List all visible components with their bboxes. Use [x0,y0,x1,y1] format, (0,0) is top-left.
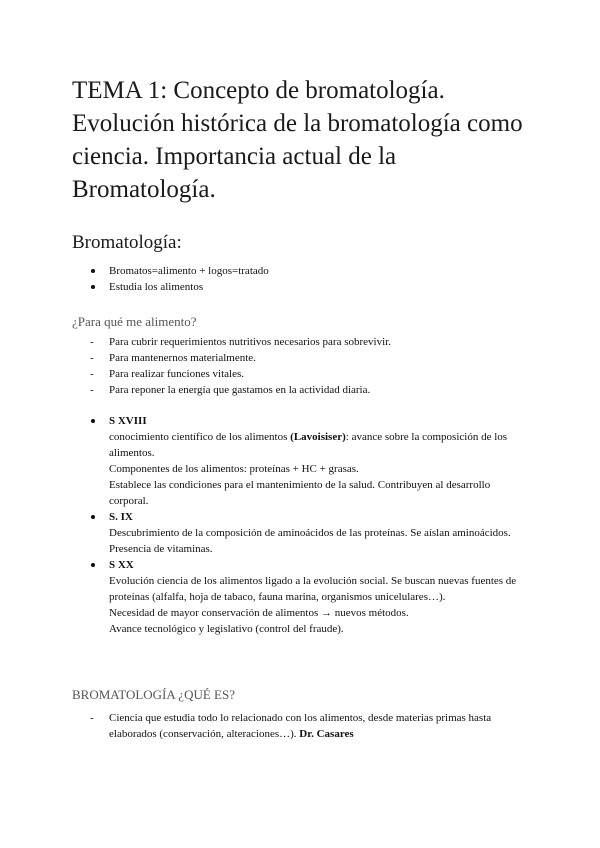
era-label-s18: S XVIII [90,413,530,429]
era-label-s19: S. IX [90,509,530,525]
list-item: Bromatos=alimento + logos=tratado [90,263,530,279]
reasons-dash-list [90,334,520,398]
era-s19-text-2: Presencia de vitaminas. [109,543,213,555]
era-s20-text-3: Avance tecnológico y legislativo (control del fraude). [109,623,344,635]
list-item: - Para realizar funciones vitales. [90,366,520,382]
list-item: - Para reponer la energía que gastamos en la actividad diaria. [90,382,520,398]
section-heading-para-que: ¿Para qué me alimento? [72,314,197,329]
list-item: - Para cubrir requerimientos nutritivos necesarios para sobrevivir. [90,334,520,350]
list-item: - Para mantenernos materialmente. [90,350,520,366]
author-name: Dr. Casares [299,728,354,740]
era-s19-text-1: Descubrimiento de la composición de aminoácidos de las proteínas. Se aíslan aminoácidos. [109,527,511,539]
section-heading-bromatologia: Bromatología: [72,232,182,253]
era-label-s20: S XX [90,557,530,573]
era-s18-text-3: Establece las condiciones para el mantenimiento de la salud. Contribuyen al desarrollo corporal. [109,479,491,507]
section-heading-que-es: BROMATOLOGÍA ¿QUÉ ES? [72,687,235,702]
era-s20-text-2: Necesidad de mayor conservación de alimentos → nuevos métodos. [109,607,409,619]
definition-bullet-list [90,263,530,295]
list-item: - Ciencia que estudia todo lo relacionado con los alimentos, desde materias primas hasta elaborados (conservación, alteraciones…). Dr. Casares [90,710,520,742]
history-list [90,413,530,637]
era-s20-text-1: Evolución ciencia de los alimentos ligado a la evolución social. Se buscan nuevas fuentes de proteínas (alfalfa, hoja de tabaco, fauna marina, organismos unicelulares…). [109,575,517,603]
lavoisier-name: (Lavoisiser) [290,431,346,443]
era-s18-text-1: conocimiento científico de los alimentos (Lavoisiser): avance sobre la composición de los alimentos. [109,431,508,459]
page-title: TEMA 1: Concepto de bromatología. Evolución histórica de la bromatología como ciencia. Importancia actual de la Bromatología. [72,77,523,203]
definition-dash-list [90,710,520,742]
era-s18-text-2: Componentes de los alimentos: proteínas + HC + grasas. [109,463,359,475]
list-item: Estudia los alimentos [90,279,530,295]
